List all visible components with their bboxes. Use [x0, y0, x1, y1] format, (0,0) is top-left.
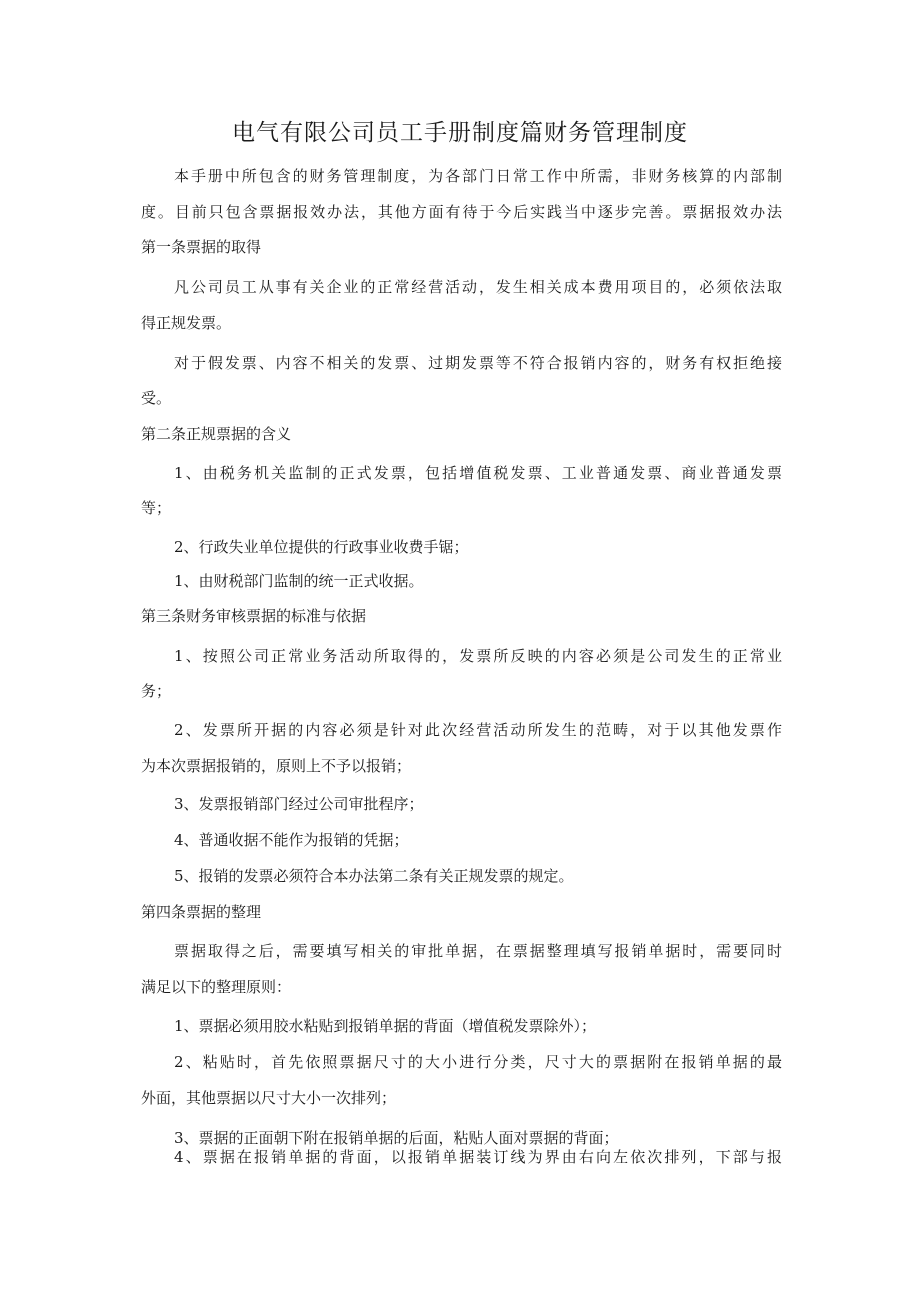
paragraph-line: 对于假发票、内容不相关的发票、过期发票等不符合报销内容的，财务有权拒绝接: [174, 354, 782, 372]
list-item-line: 为本次票据报销的，原则上不予以报销；: [141, 757, 412, 775]
section-heading: 第二条正规票据的含义: [141, 425, 292, 443]
list-item-line: 1、由税务机关监制的正式发票，包括增值税发票、工业普通发票、商业普通发票: [174, 464, 782, 482]
paragraph-line: 凡公司员工从事有关企业的正常经营活动，发生相关成本费用项目的，必须依法取: [174, 278, 782, 296]
paragraph-line: 本手册中所包含的财务管理制度，为各部门日常工作中所需，非财务核算的内部制: [174, 167, 782, 185]
section-heading: 第三条财务审核票据的标准与依据: [141, 607, 367, 625]
list-item-line: 2、发票所开据的内容必须是针对此次经营活动所发生的范畴，对于以其他发票作: [174, 721, 782, 739]
paragraph-line: 满足以下的整理原则：: [141, 978, 292, 996]
list-item: 4、普通收据不能作为报销的凭据；: [174, 831, 409, 849]
list-item-line: 等；: [141, 499, 172, 517]
list-item: 3、发票报销部门经过公司审批程序；: [174, 795, 424, 813]
paragraph-line: 受。: [141, 389, 172, 407]
paragraph-line: 票据取得之后，需要填写相关的审批单据，在票据整理填写报销单据时，需要同时: [174, 942, 782, 960]
list-item-line: 务；: [141, 682, 172, 700]
list-item: 1、票据必须用胶水粘贴到报销单据的背面（增值税发票除外）；: [174, 1017, 597, 1035]
list-item: 2、行政失业单位提供的行政事业收费手锯；: [174, 538, 469, 556]
list-item: 3、票据的正面朝下附在报销单据的后面，粘贴人面对票据的背面；: [174, 1129, 619, 1147]
list-item-line: 2、粘贴时，首先依照票据尺寸的大小进行分类，尺寸大的票据附在报销单据的最: [174, 1053, 782, 1071]
document-title: 电气有限公司员工手册制度篇财务管理制度: [232, 120, 688, 146]
list-item-line: 4、票据在报销单据的背面，以报销单据装订线为界由右向左依次排列，下部与报: [174, 1148, 782, 1166]
list-item: 1、由财税部门监制的统一正式收据。: [174, 572, 424, 590]
section-heading: 第四条票据的整理: [141, 903, 262, 921]
paragraph-line: 度。目前只包含票据报效办法，其他方面有待于今后实践当中逐步完善。票据报效办法: [141, 203, 782, 221]
list-item-line: 1、按照公司正常业务活动所取得的，发票所反映的内容必须是公司发生的正常业: [174, 647, 782, 665]
paragraph-line: 得正规发票。: [141, 314, 232, 332]
list-item: 5、报销的发票必须符合本办法第二条有关正规发票的规定。: [174, 867, 574, 885]
list-item-line: 外面，其他票据以尺寸大小一次排列；: [141, 1089, 397, 1107]
section-heading: 第一条票据的取得: [141, 238, 262, 256]
